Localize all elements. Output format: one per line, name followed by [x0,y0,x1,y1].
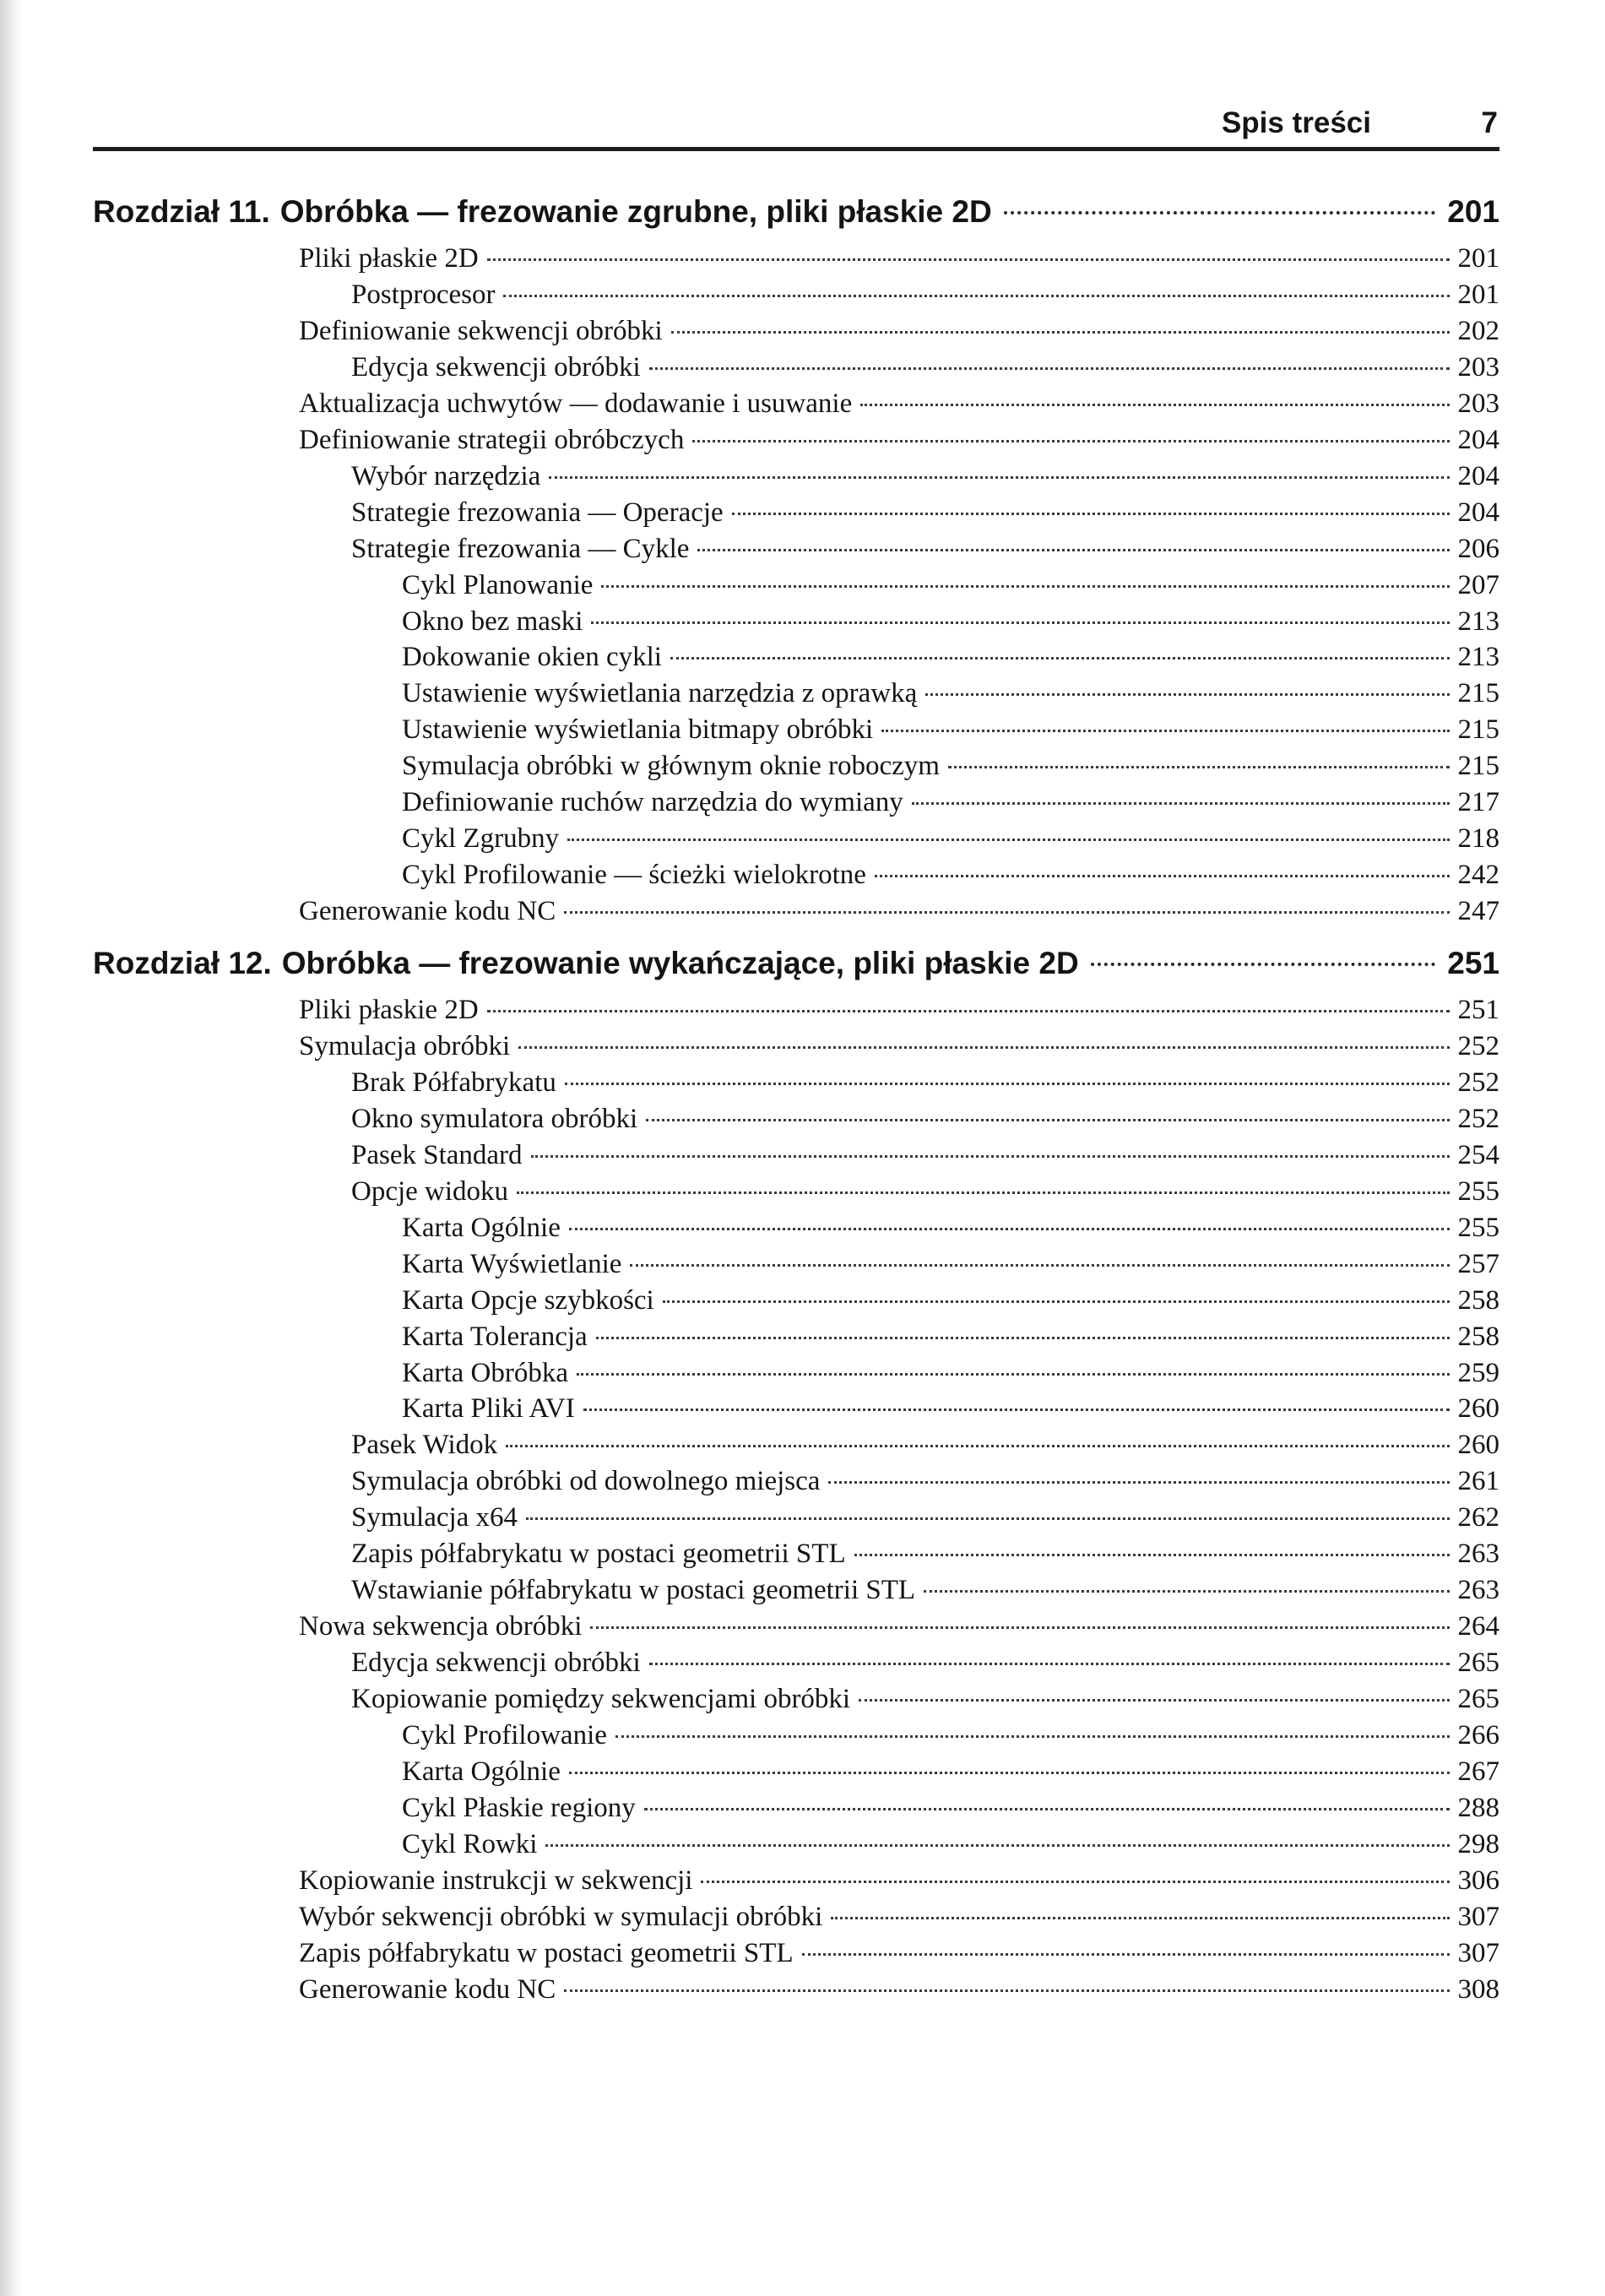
dot-leader [701,1881,1449,1883]
toc-entry[interactable] [402,1829,1499,1864]
toc-entry[interactable] [351,280,1499,315]
dot-leader [503,295,1449,297]
chapter-heading[interactable] [93,946,1499,993]
toc-entry-title: Karta Ogólnie [402,1212,561,1243]
toc-entry-page-number: 257 [1457,1248,1499,1279]
toc-entry-page-number: 201 [1457,243,1499,274]
toc-entry-title: Zapis półfabrykatu w postaci geometrii STL [299,1937,794,1968]
toc-entry-title: Brak Półfabrykatu [351,1067,556,1098]
toc-entry[interactable] [351,1067,1499,1103]
dot-leader [649,1663,1450,1665]
toc-entry[interactable] [402,823,1499,859]
toc-entry-title: Postprocesor [351,279,496,310]
toc-entry-title: Definiowanie ruchów narzędzia do wymiany [402,787,903,818]
toc-entry[interactable] [299,1974,1499,2010]
toc-entry[interactable] [299,1865,1499,1901]
toc-entry[interactable] [299,896,1499,931]
toc-entry-page-number: 206 [1457,533,1499,564]
toc-entry-title: Karta Tolerancja [402,1321,588,1352]
toc-entry-page-number: 307 [1457,1937,1499,1968]
toc-entry[interactable] [351,1539,1499,1574]
toc-entry-title: Karta Wyświetlanie [402,1248,622,1279]
toc-entry-title: Karta Pliki AVI [402,1393,575,1425]
chapter-page-number: 251 [1447,946,1499,980]
toc-entry[interactable] [299,995,1499,1030]
toc-entry-title: Symulacja x64 [351,1502,518,1533]
dot-leader [646,1119,1449,1121]
dot-leader [506,1445,1449,1447]
toc-entry-title: Cykl Zgrubny [402,823,560,855]
toc-entry-page-number: 213 [1457,605,1499,637]
toc-entry-page-number: 217 [1457,787,1499,818]
toc-entry-page-number: 260 [1457,1393,1499,1425]
toc-entry[interactable] [299,425,1499,460]
toc-entry[interactable] [351,1176,1499,1212]
dot-leader [545,1844,1449,1847]
dot-leader [549,476,1449,479]
toc-entry-page-number: 258 [1457,1321,1499,1352]
dot-leader [1091,963,1436,966]
toc-entry-page-number: 251 [1457,995,1499,1025]
toc-entry-title: Generowanie kodu NC [299,896,556,927]
toc-entry-title: Strategie frezowania — Cykle [351,533,690,564]
toc-entry-page-number: 242 [1457,860,1499,891]
toc-entry[interactable] [299,1031,1499,1067]
toc-entry[interactable] [299,316,1499,351]
toc-entry[interactable] [351,352,1499,388]
toc-entry-page-number: 254 [1457,1139,1499,1170]
toc-entry-title: Aktualizacja uchwytów — dodawanie i usuwanie [299,388,853,419]
dot-leader [615,1735,1450,1738]
toc-entry[interactable] [402,860,1499,895]
dot-leader [924,1590,1449,1593]
toc-entry-page-number: 218 [1457,823,1499,855]
toc-entry-page-number: 288 [1457,1792,1499,1823]
dot-leader [948,766,1450,768]
dot-leader [875,875,1450,877]
dot-leader [925,693,1449,696]
toc-entry[interactable] [351,1104,1499,1139]
toc-entry-title: Cykl Płaskie regiony [402,1792,636,1823]
toc-entry[interactable] [351,497,1499,533]
dot-leader [526,1517,1449,1520]
toc-entry[interactable] [402,1393,1499,1429]
dot-leader [564,911,1449,914]
toc-entry-page-number: 265 [1457,1684,1499,1715]
toc-entry-title: Karta Ogólnie [402,1756,561,1787]
dot-leader [859,1699,1449,1702]
toc-entry-title: Pliki płaskie 2D [299,243,479,274]
toc-entry-page-number: 252 [1457,1030,1499,1061]
toc-entry-page-number: 267 [1457,1756,1499,1787]
toc-entry[interactable] [351,1502,1499,1538]
toc-entry-title: Karta Opcje szybkości [402,1284,654,1316]
dot-leader [732,513,1450,515]
toc-entry-page-number: 258 [1457,1284,1499,1316]
toc-entry-page-number: 308 [1457,1973,1499,2005]
dot-leader [565,1083,1450,1085]
toc-entry-title: Dokowanie okien cykli [402,642,662,673]
toc-entry-page-number: 252 [1457,1067,1499,1098]
toc-entry[interactable] [402,1720,1499,1756]
toc-entry[interactable] [402,1793,1499,1828]
toc-entry-page-number: 207 [1457,569,1499,600]
toc-entry-title: Cykl Rowki [402,1828,538,1859]
dot-leader [583,1409,1450,1411]
dot-leader [590,1626,1449,1629]
toc-entry-title: Cykl Profilowanie — ścieżki wielokrotne [402,860,866,891]
toc-entry-page-number: 247 [1457,896,1499,927]
toc-entry-page-number: 204 [1457,497,1499,528]
toc-entry-page-number: 307 [1457,1901,1499,1932]
dot-leader [671,331,1450,334]
toc-entry-title: Wybór sekwencji obróbki w symulacji obróbki [299,1901,823,1932]
toc-entry[interactable] [402,1322,1499,1357]
toc-entry[interactable] [402,1285,1499,1321]
dot-leader [644,1808,1450,1810]
dot-leader [802,1953,1450,1956]
toc-entry-title: Okno symulatora obróbki [351,1103,638,1134]
toc-entry-title: Symulacja obróbki od dowolnego miejsca [351,1466,821,1497]
toc-entry-page-number: 260 [1457,1430,1499,1461]
dot-leader [854,1554,1450,1556]
dot-leader [601,585,1449,588]
toc-entry[interactable] [351,1430,1499,1465]
chapter-page-number: 201 [1447,194,1499,229]
toc-entry-title: Karta Obróbka [402,1357,569,1388]
dot-leader [567,839,1449,841]
toc-entry[interactable] [402,714,1499,750]
toc-entry-title: Wybór narzędzia [351,460,541,491]
toc-entry-title: Nowa sekwencja obróbki [299,1611,583,1642]
toc-entry-page-number: 252 [1457,1103,1499,1134]
toc-entry-page-number: 259 [1457,1357,1499,1388]
toc-entry-page-number: 261 [1457,1466,1499,1497]
toc-entry[interactable] [402,1756,1499,1792]
toc-entry-title: Wstawianie półfabrykatu w postaci geometrii STL [351,1575,916,1606]
dot-leader [912,802,1450,805]
toc-entry[interactable] [402,1213,1499,1248]
toc-entry[interactable] [351,1140,1499,1175]
toc-entry-title: Strategie frezowania — Operacje [351,497,724,528]
toc-entry[interactable] [351,1575,1499,1610]
toc-entry[interactable] [402,1249,1499,1284]
toc-entry-title: Kopiowanie pomiędzy sekwencjami obróbki [351,1684,851,1715]
dot-leader [1004,211,1436,214]
toc-entry[interactable] [402,642,1499,677]
toc-entry-page-number: 266 [1457,1720,1499,1750]
toc-entry-page-number: 203 [1457,351,1499,383]
toc-entry[interactable] [402,606,1499,642]
dot-leader [564,1989,1449,1992]
toc-entry-title: Ustawienie wyświetlania bitmapy obróbki [402,714,874,746]
toc-entry-page-number: 262 [1457,1502,1499,1533]
toc-entry-page-number: 255 [1457,1175,1499,1207]
toc-entry[interactable] [402,1358,1499,1393]
running-header-page-number: 7 [1481,106,1498,139]
toc-entry[interactable] [351,1684,1499,1719]
toc-entry-title: Pasek Standard [351,1139,523,1170]
toc-entry-title: Symulacja obróbki w głównym oknie roboczym [402,751,940,782]
toc-entry[interactable] [299,388,1499,424]
chapter-heading[interactable] [93,194,1499,242]
toc-entry-title: Cykl Planowanie [402,569,594,600]
scan-shadow-edge [0,0,22,2296]
toc-entry-title: Ustawienie wyświetlania narzędzia z oprawką [402,678,918,709]
toc-entry[interactable] [402,751,1499,786]
toc-entry-page-number: 215 [1457,751,1499,782]
dot-leader [518,1046,1449,1049]
toc-entry[interactable] [351,534,1499,569]
toc-entry-title: Opcje widoku [351,1175,509,1207]
toc-entry-page-number: 201 [1457,279,1499,310]
dot-leader [591,621,1449,624]
toc-entry-page-number: 213 [1457,642,1499,673]
dot-leader [831,1917,1449,1919]
chapter-title: Obróbka — frezowanie wykańczające, pliki płaskie 2D [281,946,1079,980]
toc-entry-title: Pasek Widok [351,1430,498,1461]
toc-entry[interactable] [351,461,1499,497]
toc-entry-page-number: 306 [1457,1864,1499,1896]
dot-leader [517,1191,1449,1194]
toc-entry[interactable] [402,570,1499,605]
toc-entry-page-number: 203 [1457,388,1499,419]
toc-entry-page-number: 204 [1457,460,1499,491]
chapter-label: Rozdział 11. [93,194,270,229]
toc-entry-title: Definiowanie sekwencji obróbki [299,315,663,346]
dot-leader [670,657,1450,659]
toc-entry[interactable] [299,243,1499,279]
dot-leader [531,1155,1450,1158]
chapter-label: Rozdział 12. [93,946,272,980]
toc-entry-title: Edycja sekwencji obróbki [351,351,641,383]
dot-leader [881,730,1449,732]
dot-leader [828,1481,1449,1484]
dot-leader [569,1772,1450,1774]
toc-entry-page-number: 263 [1457,1575,1499,1606]
toc-entry-page-number: 263 [1457,1539,1499,1570]
toc-entry[interactable] [299,1938,1499,1973]
dot-leader [487,1010,1450,1012]
toc-entry[interactable] [299,1611,1499,1647]
running-header-title: Spis treści [1221,106,1371,139]
dot-leader [630,1264,1449,1267]
toc-entry-title: Edycja sekwencji obróbki [351,1647,641,1679]
toc-entry-title: Zapis półfabrykatu w postaci geometrii STL [351,1539,846,1570]
chapter-title: Obróbka — frezowanie zgrubne, pliki płaskie 2D [279,194,992,229]
dot-leader [649,367,1450,370]
dot-leader [596,1337,1450,1339]
toc-entry[interactable] [402,787,1499,822]
toc-entry-title: Definiowanie strategii obróbczych [299,424,685,455]
toc-entry[interactable] [351,1466,1499,1501]
toc-entry-title: Kopiowanie instrukcji w sekwencji [299,1864,693,1896]
toc-entry-page-number: 215 [1457,678,1499,709]
toc-entry-page-number: 215 [1457,714,1499,746]
toc-entry-page-number: 255 [1457,1212,1499,1243]
dot-leader [487,258,1450,261]
dot-leader [569,1228,1450,1230]
toc-entry[interactable] [299,1902,1499,1937]
toc-entry-title: Generowanie kodu NC [299,1973,556,2005]
toc-entry-title: Cykl Profilowanie [402,1720,607,1750]
dot-leader [663,1300,1450,1303]
dot-leader [692,440,1449,442]
running-header [93,100,1499,151]
toc-entry-page-number: 265 [1457,1647,1499,1679]
dot-leader [577,1373,1449,1376]
toc-entry[interactable] [351,1647,1499,1683]
toc-entry-page-number: 204 [1457,424,1499,455]
toc-entry-page-number: 202 [1457,315,1499,346]
toc-entry-title: Pliki płaskie 2D [299,995,479,1025]
dot-leader [860,404,1449,406]
toc-entry[interactable] [402,678,1499,714]
toc-entry-page-number: 298 [1457,1828,1499,1859]
toc-entry-title: Symulacja obróbki [299,1030,511,1061]
dot-leader [697,549,1449,551]
toc-entry-page-number: 264 [1457,1611,1499,1642]
toc-entry-title: Okno bez maski [402,605,583,637]
